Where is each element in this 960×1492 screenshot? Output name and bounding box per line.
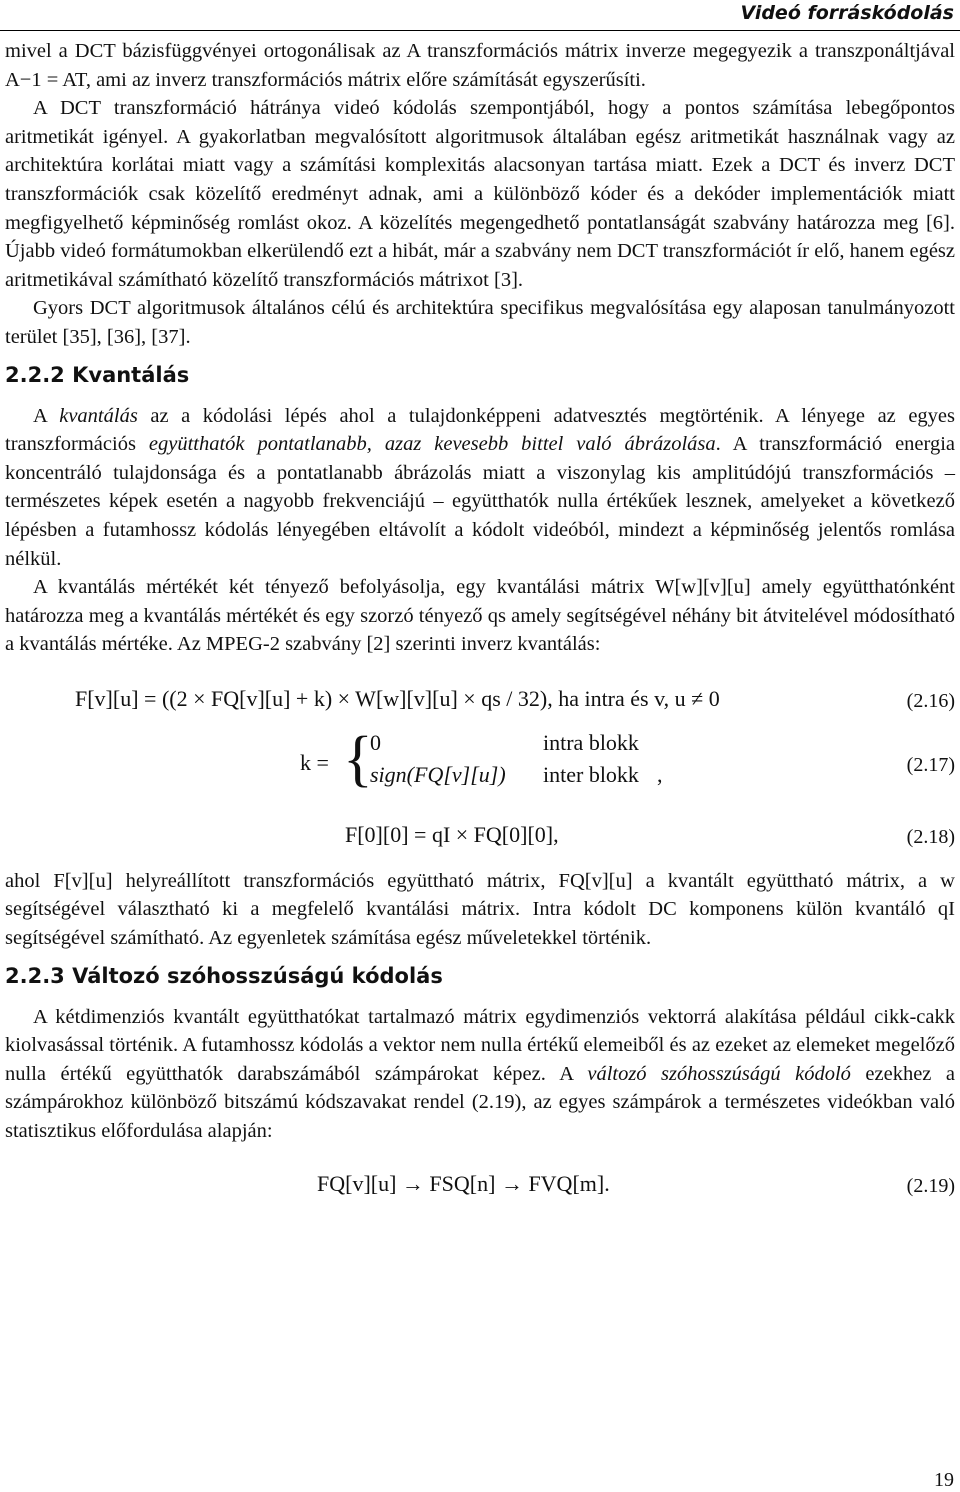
paragraph bbox=[5, 402, 955, 574]
punctuation: , bbox=[657, 761, 663, 787]
equation-lhs: k = bbox=[300, 749, 329, 775]
paragraph: mivel a DCT bázisfüggvényei ortogonálisak az A transzformációs mátrix inverze megegyezik a transzponáltjával A−1 = AT, ami az inverz transzformációs mátrix előre számítását egyszerűsíti. bbox=[5, 40, 955, 91]
section-heading: 2.2.2 Kvantálás bbox=[5, 362, 190, 387]
text-run: A bbox=[33, 404, 60, 427]
equation-body: F[v][u] = ((2 × FQ[v][u] + k) × W[w][v][u] × qs / 32), ha intra és v, u ≠ 0 bbox=[75, 685, 720, 711]
page-number: 19 bbox=[934, 1469, 954, 1491]
equation-number: (2.18) bbox=[906, 825, 955, 848]
equation-body: F[0][0] = qI × FQ[0][0], bbox=[345, 821, 559, 847]
paragraph: A DCT transzformáció hátránya videó kódolás szempontjából, hogy a pontos számítása lebegőpontos aritmetikát igényel. A gyakorlatban megvalósított algoritmusok általában egész aritmetikát használnak vagy az architektúra korlátai miatt vagy a számítási komplexitás alacsonyan tartása miatt. Ezek a DCT és inverz DCT transzformációk csak közelítő eredményt adnak, ami a különböző kóder és a dekóder implementációk miatt megfigyelhető képminőség romlást okoz. A közelítés megengedhető pontatlanságát szabvány határozza meg [6]. Újabb videó formátumokban elkerülendő ezt a hibát, már a szabvány nem DCT transzformációt ír elő, hanem egész aritmetikával számítható közelítő transzformációs mátrixot [3]. bbox=[5, 97, 955, 291]
emphasis: változó szóhosszúságú kódoló bbox=[587, 1062, 851, 1085]
case-label: inter blokk bbox=[543, 761, 639, 787]
equation-2-19 bbox=[5, 1160, 955, 1216]
case-value: 0 bbox=[370, 729, 381, 755]
equation-2-16 bbox=[5, 675, 955, 721]
equation-2-17 bbox=[5, 721, 955, 807]
equation-2-18 bbox=[5, 811, 955, 867]
case-value: sign(FQ[v][u]) bbox=[370, 761, 506, 787]
paragraph: A kvantálás mértékét két tényező befolyásolja, egy kvantálási mátrix W[w][v][u] amely együtthatónként határozza meg a kvantálás mértékét és egy szorzó tényező qs amely segítségével néhány bit átvitelével módosítható a kvantálás mértéke. Az MPEG-2 szabvány [2] szerinti inverz kvantálás: bbox=[5, 576, 955, 656]
text-run: az a kódolási lépés ahol a tulajdonképpeni adatvesztés megtörténik. A lényege az egyes transzformációs bbox=[5, 404, 955, 456]
emphasis: kvantálás bbox=[59, 404, 138, 427]
text-run: . A transzformáció energia koncentráló tulajdonsága és a pontatlanabb ábrázolás miatt a viszonylag kis amplitúdójú transzformációs – természetes képek esetén a nagyobb frekvenciájú – együtthatók nulla értékűek lesznek, amelyeket a következő lépésben a futamhossz kódolás lényegében eltávolít a kódolt videóból, mindezt a képminőség jelentős romlása nélkül. bbox=[5, 433, 956, 570]
section-heading: 2.2.3 Változó szóhosszúságú kódolás bbox=[5, 963, 443, 988]
equation-number: (2.19) bbox=[906, 1174, 955, 1197]
text-run: ezekhez a számpárokhoz különböző bitszámú kódszavakat rendel (2.19), az egyes számpárok a természetes videókban való statisztikus előfordulása alapján: bbox=[5, 1062, 955, 1143]
header-title: Videó forráskódolás bbox=[740, 2, 954, 24]
case-label: intra blokk bbox=[543, 729, 639, 755]
page-body bbox=[5, 37, 955, 1216]
emphasis: együtthatók pontatlanabb, azaz kevesebb bittel való ábrázolása bbox=[148, 433, 716, 456]
paragraph: Gyors DCT algoritmusok általános célú és architektúra specifikus megvalósítása egy alaposan tanulmányozott terület [35], [36], [37]. bbox=[5, 297, 955, 348]
paragraph bbox=[5, 1003, 955, 1146]
text-run: A kétdimenziós kvantált együtthatókat tartalmazó mátrix egydimenziós vektorrá alakítása például cikk-cakk kiolvasással történik. A futamhossz kódolás a vektor nem nulla értékű elemeiből és az ezeket az elemeket megelőző nulla értékű együtthatók darabszámából számpárokat képez. A bbox=[5, 1005, 955, 1085]
brace-icon: { bbox=[343, 724, 373, 793]
running-header bbox=[0, 0, 960, 31]
paragraph: ahol F[v][u] helyreállított transzformációs együttható mátrix, FQ[v][u] a kvantált együttható mátrix, a w segítségével választható ki a megfelelő kvantálási mátrix. Intra kódolt DC komponens külön kvantáló qI segítségével számítható. Az egyenletek számítása egész műveletekkel történik. bbox=[5, 869, 955, 950]
equation-body: FQ[v][u] → FSQ[n] → FVQ[m]. bbox=[317, 1170, 610, 1196]
equation-number: (2.16) bbox=[906, 689, 955, 712]
equation-number: (2.17) bbox=[906, 753, 955, 776]
